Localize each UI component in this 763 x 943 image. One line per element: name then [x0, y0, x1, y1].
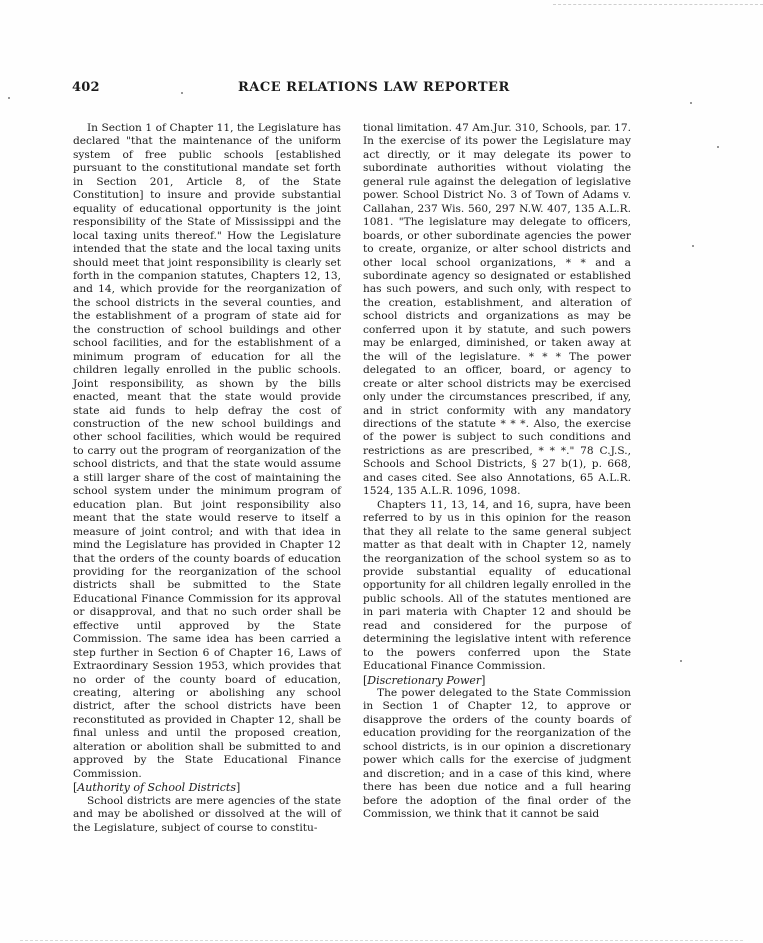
scan-speck	[690, 102, 692, 104]
page-header	[72, 80, 692, 98]
section-heading-discretionary: [Discretionary Power]	[363, 673, 486, 687]
running-head: RACE RELATIONS LAW REPORTER	[238, 80, 510, 95]
section-heading-authority: [Authority of School Districts]	[73, 781, 241, 795]
left-paragraph-1: In Section 1 of Chapter 11, the Legislature has declared "that the maintenance of the uniform system of free public schools [established pursuant to the constitutional mandate set forth in Section 201, Article 8, of the State Constitution] to insure and provide substantial equality of educational opportunity is the joint responsibility of the State of Mississippi and the local taxing units thereof." How the Legislature intended that the state and the local taxing units should meet that joint responsibility is clearly set forth in the companion statutes, Chapters 12, 13, and 14, which provide for the reorganization of the school districts in the several counties, and the establishment of a program of state aid for the construction of school buildings and other school facilities, and for the establishment of a minimum program of education for all the children legally enrolled in the public schools. Joint responsibility, as shown by the bills enacted, meant that the state would provide state aid funds to help defray the cost of construction of the new school buildings and other school facilities, which would be required to carry out the program of reorganization of the school districts, and that the state would assume a still larger share of the cost of maintaining the school system under the minimum program of education plan. But joint responsibility also meant that the state would reserve to itself a measure of joint control; and with that idea in mind the Legislature has provided in Chapter 12 that the orders of the county boards of education providing for the reorganization of the school districts shall be submitted to the State Educational Finance Commission for its approval or disapproval, and that no such order shall be effective until approved by the State Commission. The same idea has been carried a step further in Section 6 of Chapter 16, Laws of Extraordinary Session 1953, which provides that no order of the county board of education, creating, altering or abolishing any school district, after the school districts have been reconstituted as provided in Chapter 12, shall be final unless and until the proposed creation, alteration or abolition shall be submitted to and approved by the State Educational Finance Commission.	[73, 122, 341, 780]
right-paragraph-3: The power delegated to the State Commission in Section 1 of Chapter 12, to approve or disapprove the orders of the county boards of education providing for the reorganization of the school districts, is in our opinion a discretionary power which calls for the exercise of judgment and discretion; and in a case of this kind, where there has been due notice and a full hearing before the adoption of the final order of the Commission, we think that it cannot be said	[363, 687, 631, 821]
page-number: 402	[72, 80, 100, 95]
left-paragraph-2: School districts are mere agencies of the state and may be abolished or dissolved at the will of the Legislature, subject of course to constitu-	[73, 794, 341, 834]
scan-artifact-bottom	[20, 940, 743, 941]
scan-speck	[181, 92, 183, 94]
right-column	[363, 122, 631, 822]
right-paragraph-1: tional limitation. 47 Am.Jur. 310, Schools, par. 17. In the exercise of its power the Legislature may act directly, or it may delegate its power to subordinate authorities without violating the general rule against the delegation of legislative power. School District No. 3 of Town of Adams v. Callahan, 237 Wis. 560, 297 N.W. 407, 135 A.L.R. 1081. "The legislature may delegate to officers, boards, or other subordinate agencies the power to create, organize, or alter school districts and other local school organizations, * * and a subordinate agency so designated or established has such powers, and such only, with respect to the creation, establishment, and alteration of school districts and organizations as may be conferred upon it by statute, and such powers may be enlarged, diminished, or taken away at the will of the legislature. * * * The power delegated to an officer, board, or agency to create or alter school districts may be exercised only under the circumstances prescribed, if any, and in strict conformity with any mandatory directions of the statute * * *. Also, the exercise of the power is subject to such conditions and restrictions as are prescribed, * * *." 78 C.J.S., Schools and School Districts, § 27 b(1), p. 668, and cases cited. See also Annotations, 65 A.L.R. 1524, 135 A.L.R. 1096, 1098.	[363, 122, 631, 498]
scan-speck	[692, 245, 694, 247]
right-paragraph-2: Chapters 11, 13, 14, and 16, supra, have been referred to by us in this opinion for the reason that they all relate to the same general subject matter as that dealt with in Chapter 12, namely the reorganization of the school system so as to provide substantial equality of educational opportunity for all children legally enrolled in the public schools. All of the statutes mentioned are in pari materia with Chapter 12 and should be read and considered for the purpose of determining the legislative intent with reference to the powers conferred upon the State Educational Finance Commission.	[363, 498, 631, 673]
scan-speck	[717, 146, 719, 148]
left-column	[73, 122, 341, 835]
scan-speck	[8, 97, 10, 99]
scan-artifact-top	[553, 4, 763, 5]
scan-speck	[680, 660, 682, 662]
